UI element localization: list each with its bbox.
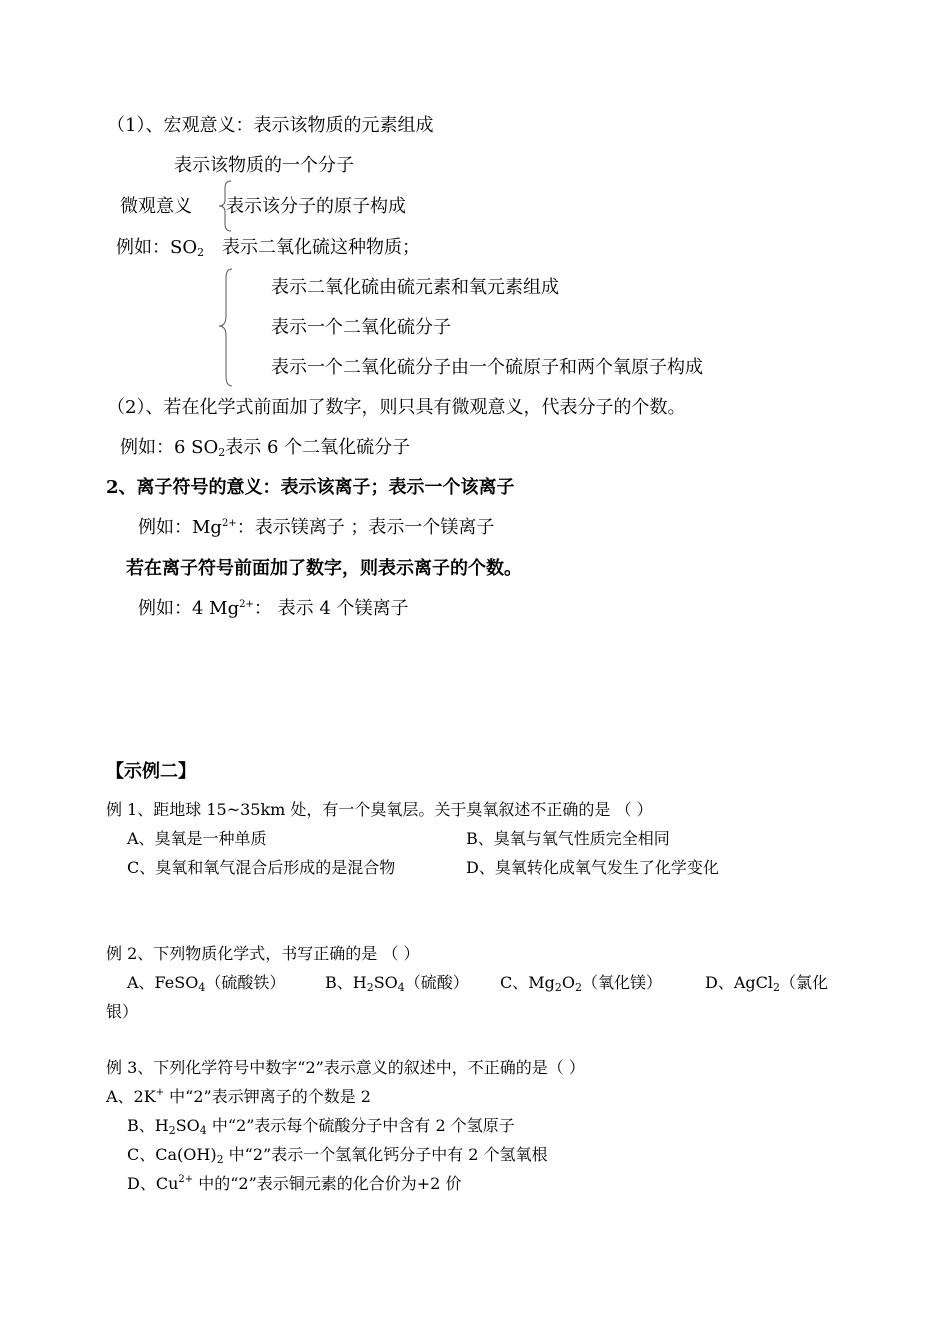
ion-number-note: 若在离子符号前面加了数字，则表示离子的个数。 (126, 558, 522, 579)
micro-meaning-b: 表示该分子的原子构成 (226, 196, 406, 217)
q2-stem: 例 2、下列物质化学式，书写正确的是 （ ） (106, 944, 420, 963)
q3-option-a: A、2K+ 中“2”表示钾离子的个数是 2 (106, 1087, 371, 1106)
q3-stem: 例 3、下列化学符号中数字“2”表示意义的叙述中，不正确的是（ ） (106, 1058, 585, 1077)
q2-option-b: B、$H_2SO_4$（硫酸） (325, 973, 469, 994)
four-mg-example: 例如：4 $Mg^{2+}$： 表示 4 个镁离子 (138, 598, 409, 619)
mg-example: 例如：$Mg^{2+}$：表示镁离子 ；表示一个镁离子 (138, 517, 495, 538)
q1-option-d: D、臭氧转化成氧气发生了化学变化 (466, 858, 719, 877)
q2-option-c: C、$Mg_2O_2$（氧化镁） (500, 973, 663, 994)
so2-brace-icon (216, 268, 238, 388)
six-so2-example: 例如：6 $SO_2$表示 6 个二氧化硫分子 (120, 437, 411, 459)
so2-example: 例如：$SO_2$ (116, 237, 205, 259)
q3-option-d: D、$Cu^{2+}$ 中的“2”表示铜元素的化合价为+2 价 (127, 1174, 462, 1193)
micro-meaning-label: 微观意义 (120, 196, 192, 217)
macro-meaning: （1）、宏观意义：表示该物质的元素组成 (107, 115, 434, 136)
q3-option-b: B、$H_2SO_4$ 中“2”表示每个硫酸分子中含有 2 个氢原子 (127, 1116, 515, 1137)
q1-option-c: C、臭氧和氧气混合后形成的是混合物 (127, 858, 396, 877)
number-note: （2）、若在化学式前面加了数字，则只具有微观意义，代表分子的个数。 (107, 397, 686, 418)
q1-stem: 例 1、距地球 15~35km 处，有一个臭氧层。关于臭氧叙述不正确的是 （ ） (106, 800, 653, 819)
so2-item-2: 表示一个二氧化硫分子 (271, 317, 451, 338)
example-two-title: 【示例二】 (106, 761, 196, 782)
so2-item-3: 表示一个二氧化硫分子由一个硫原子和两个氧原子构成 (271, 357, 703, 378)
q2-option-a: A、FeSO$_4$（硫酸铁） (127, 973, 286, 994)
q1-option-a: A、臭氧是一种单质 (127, 829, 267, 848)
micro-brace-icon (215, 180, 237, 232)
ion-symbol-heading: 2、离子符号的意义：表示该离子；表示一个该离子 (106, 477, 515, 498)
q1-option-b: B、臭氧与氧气性质完全相同 (466, 829, 670, 848)
so2-item-1: 表示二氧化硫由硫元素和氧元素组成 (271, 277, 559, 298)
q3-option-c: C、$Ca(OH)_2$ 中“2”表示一个氢氧化钙分子中有 2 个氢氧根 (127, 1145, 548, 1166)
q2-option-d-wrap: 银） (106, 1002, 139, 1021)
q2-option-d: D、AgCl$_2$（氯化 (705, 973, 829, 994)
so2-example-text: 表示二氧化硫这种物质； (222, 237, 420, 258)
micro-meaning-a: 表示该物质的一个分子 (174, 155, 354, 176)
